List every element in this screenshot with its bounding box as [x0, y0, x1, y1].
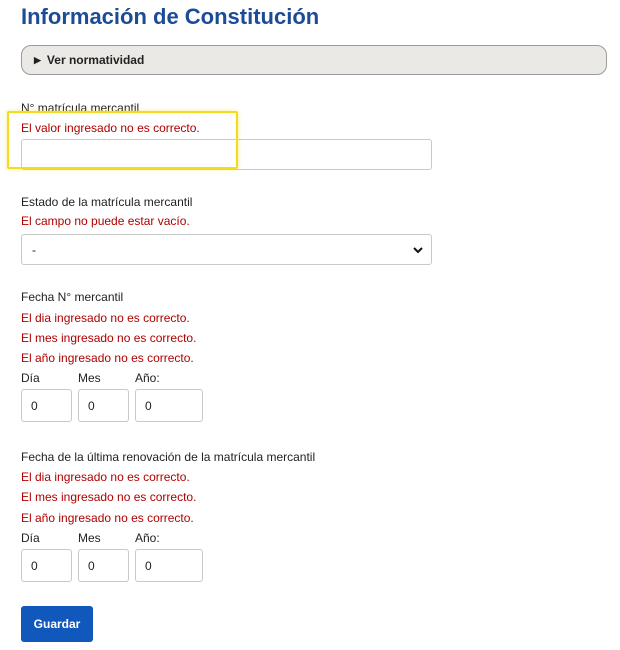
- fecha-mercantil-error-mes: El mes ingresado no es correcto.: [21, 331, 197, 345]
- save-button[interactable]: Guardar: [21, 606, 93, 642]
- fecha-mercantil-label: Fecha N° mercantil: [21, 290, 124, 304]
- fecha-mercantil-dia-input[interactable]: [21, 389, 72, 422]
- triangle-right-icon: ▶: [34, 54, 41, 65]
- fecha-renovacion-mes-input[interactable]: [78, 549, 129, 582]
- fecha-renovacion-label: Fecha de la última renovación de la matrícula mercantil: [21, 450, 316, 464]
- normatividad-label: Ver normatividad: [46, 53, 145, 67]
- matricula-label: N° matrícula mercantil: [21, 101, 140, 115]
- fecha-mercantil-anio-label: Año:: [135, 371, 160, 385]
- page-title: Información de Constitución: [21, 4, 320, 29]
- fecha-renovacion-dia-label: Día: [21, 531, 40, 545]
- estado-error: El campo no puede estar vacío.: [21, 214, 190, 228]
- fecha-renovacion-dia-input[interactable]: [21, 549, 72, 582]
- fecha-mercantil-mes-input[interactable]: [78, 389, 129, 422]
- fecha-renovacion-mes-label: Mes: [78, 531, 101, 545]
- fecha-mercantil-dia-label: Día: [21, 371, 40, 385]
- normatividad-toggle[interactable]: [21, 45, 607, 75]
- fecha-mercantil-error-anio: El año ingresado no es correcto.: [21, 351, 194, 365]
- fecha-renovacion-error-dia: El dia ingresado no es correcto.: [21, 470, 190, 484]
- estado-label: Estado de la matrícula mercantil: [21, 195, 193, 209]
- estado-selected-value: -: [32, 242, 36, 257]
- chevron-down-icon: [412, 244, 424, 256]
- fecha-renovacion-anio-input[interactable]: [135, 549, 203, 582]
- fecha-mercantil-mes-label: Mes: [78, 371, 101, 385]
- fecha-mercantil-anio-input[interactable]: [135, 389, 203, 422]
- fecha-renovacion-error-anio: El año ingresado no es correcto.: [21, 511, 194, 525]
- matricula-error: El valor ingresado no es correcto.: [21, 121, 200, 135]
- matricula-input[interactable]: [21, 139, 432, 170]
- estado-select[interactable]: [21, 234, 432, 265]
- fecha-renovacion-anio-label: Año:: [135, 531, 160, 545]
- fecha-mercantil-error-dia: El dia ingresado no es correcto.: [21, 311, 190, 325]
- fecha-renovacion-error-mes: El mes ingresado no es correcto.: [21, 490, 197, 504]
